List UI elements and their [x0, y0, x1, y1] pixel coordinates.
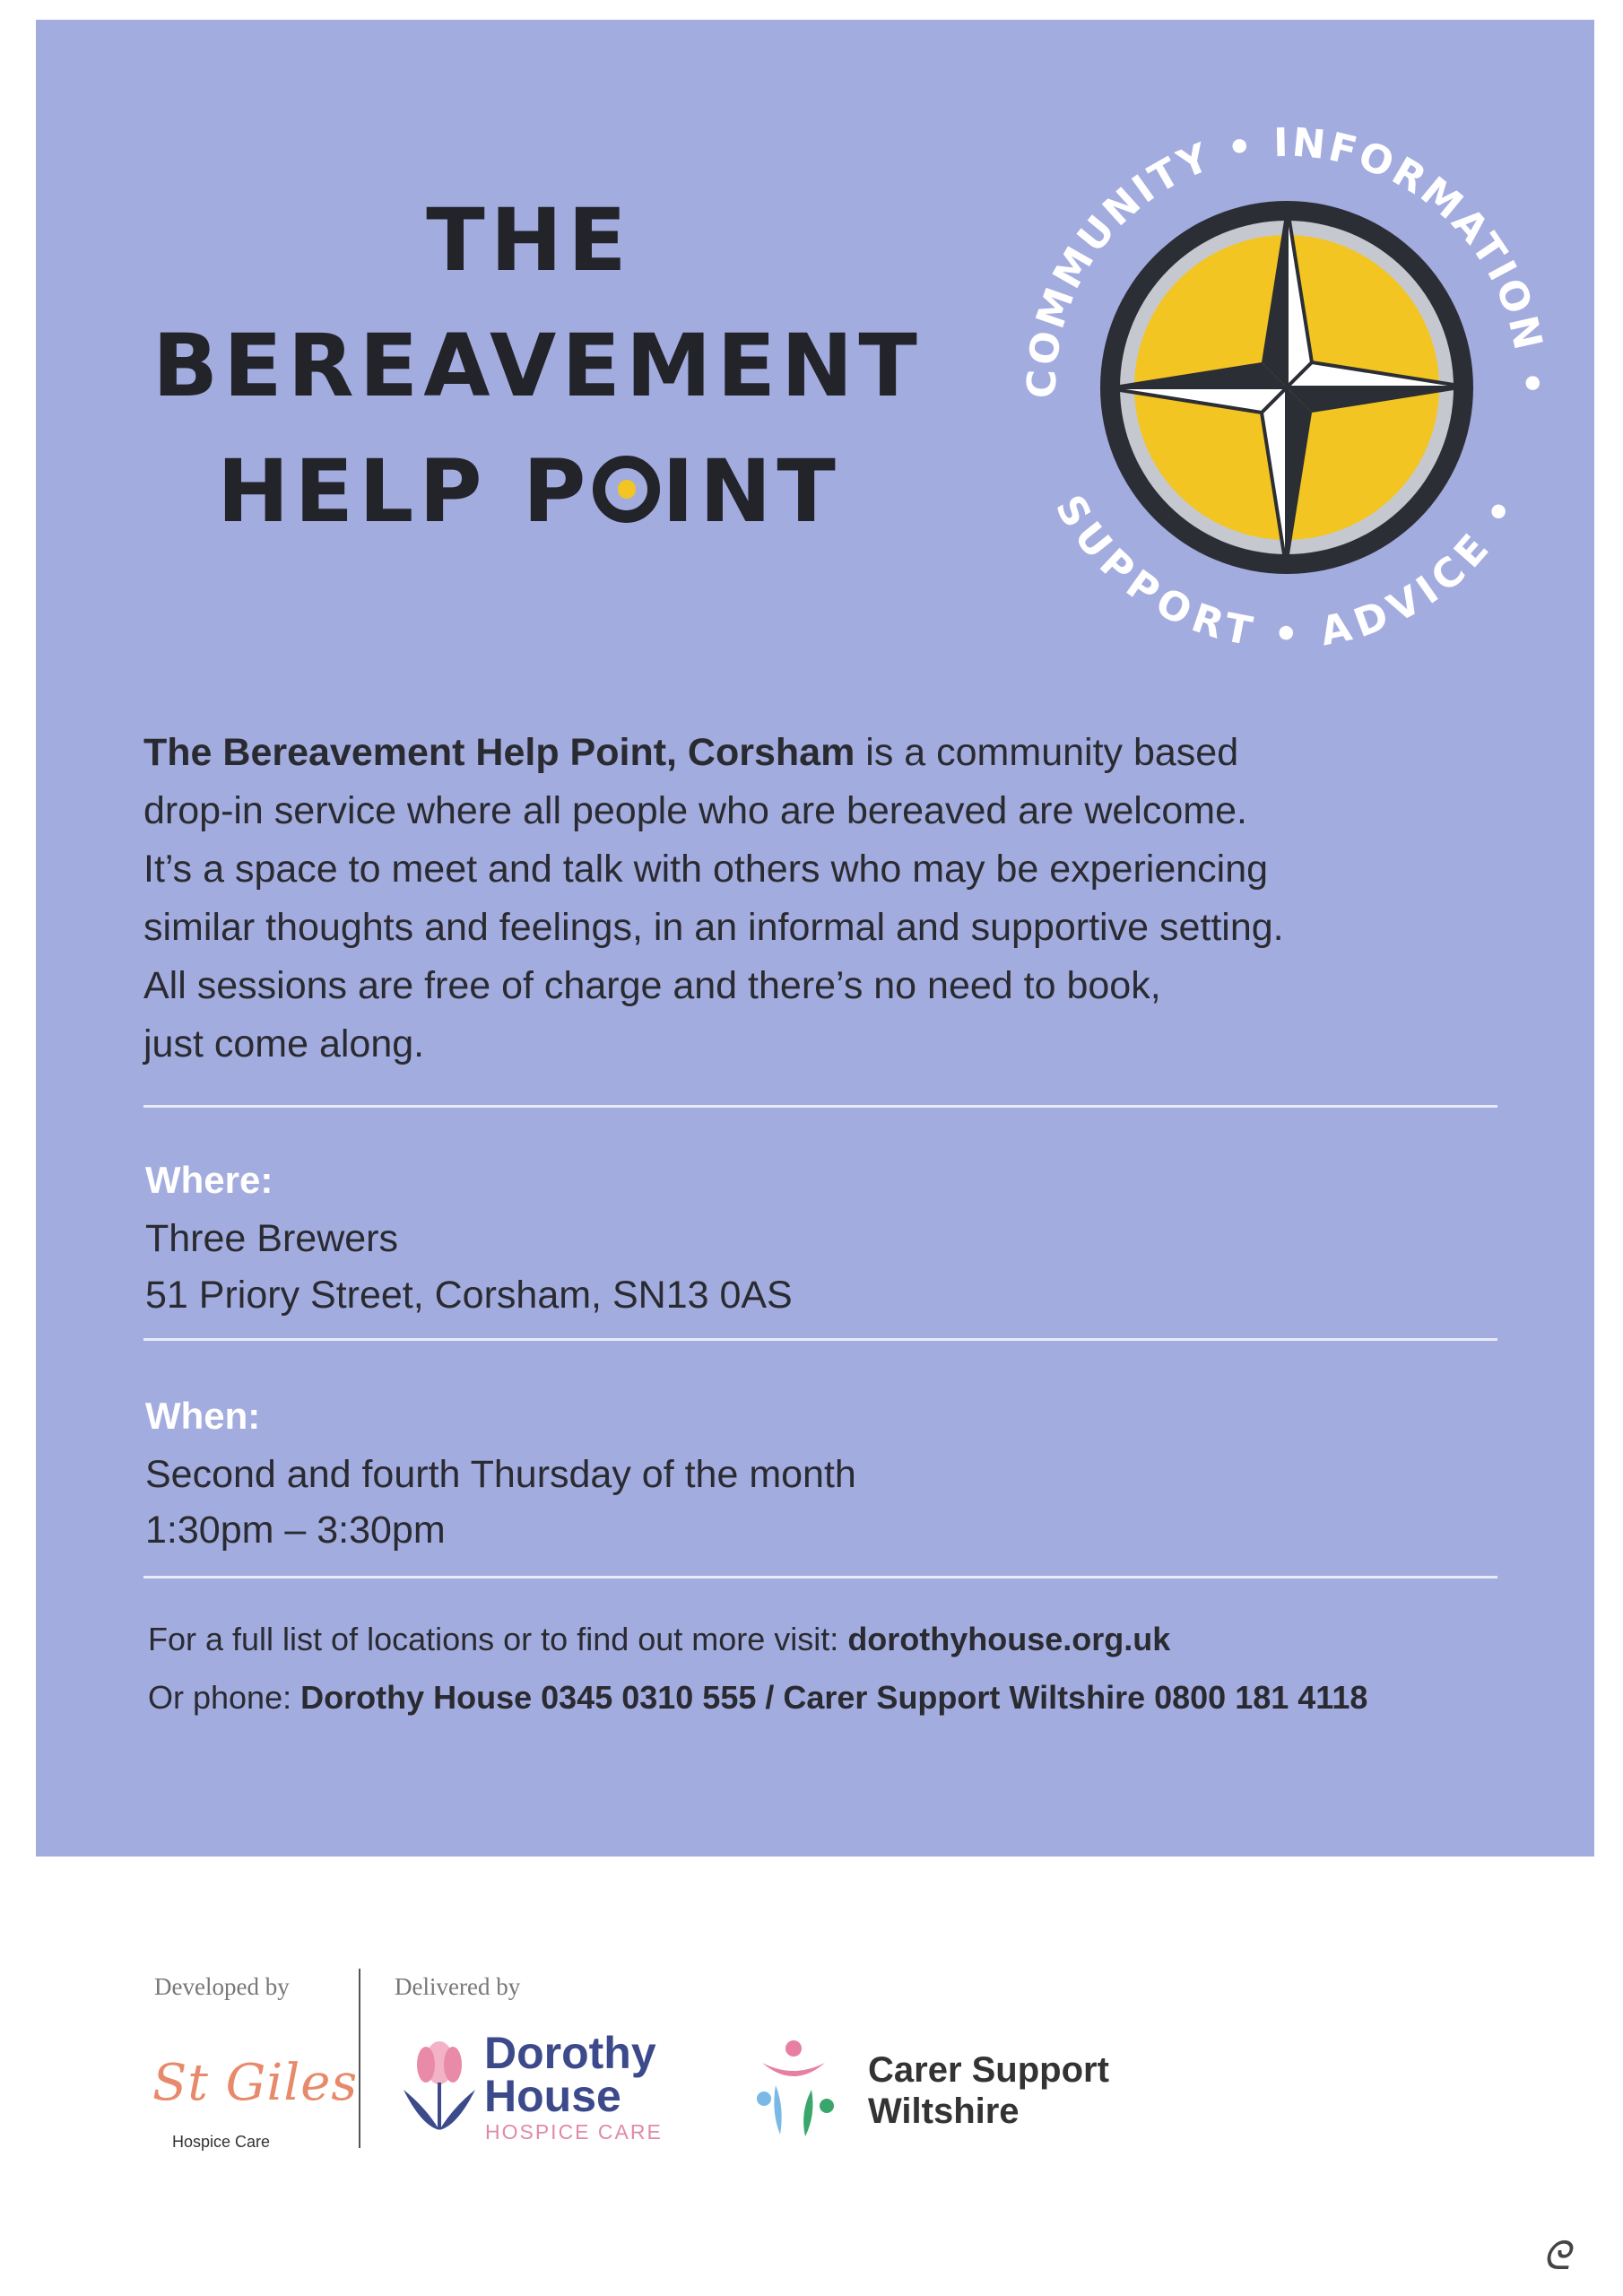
st-giles-subtitle: Hospice Care — [172, 2133, 271, 2151]
website-link[interactable]: dorothyhouse.org.uk — [847, 1621, 1171, 1657]
phone-numbers: Dorothy House 0345 0310 555 / Carer Support Wiltshire 0800 181 4118 — [300, 1679, 1368, 1716]
intro-line-2: drop-in service where all people who are bereaved are welcome. — [143, 789, 1247, 832]
footer-phone-prefix: Or phone: — [148, 1679, 301, 1716]
intro-line-6: just come along. — [143, 1022, 425, 1065]
title-line-3-start: HELP P — [217, 441, 592, 542]
delivered-by-caption: Delivered by — [395, 1973, 521, 2000]
badge-ring-text-bottom: SUPPORT • ADVICE • — [1046, 487, 1528, 657]
carer-support-figures-icon — [744, 2036, 843, 2144]
dorothy-house-tulip-icon — [399, 2036, 480, 2135]
partner-divider — [359, 1969, 360, 2148]
compass-badge-logo — [1018, 118, 1556, 657]
dorothy-house-name — [484, 2028, 656, 2121]
when-days: Second and fourth Thursday of the month — [145, 1453, 856, 1496]
st-giles-logo: St Giles — [152, 2054, 359, 2112]
where-address: 51 Priory Street, Corsham, SN13 0AS — [145, 1274, 793, 1317]
yellow-dot-o-icon — [593, 456, 660, 523]
footer-phone — [148, 1679, 1367, 1717]
intro-line-4: similar thoughts and feelings, in an informal and supportive setting. — [143, 906, 1284, 949]
developed-by-caption: Developed by — [154, 1973, 290, 2000]
where-venue: Three Brewers — [145, 1217, 398, 1260]
title-line-2: BEREAVEMENT — [152, 316, 923, 416]
intro-paragraph — [143, 724, 1506, 1074]
title-line-3 — [152, 441, 906, 542]
intro-line-3: It’s a space to meet and talk with others who may be experiencing — [143, 848, 1269, 891]
dorothy-house-subtitle: HOSPICE CARE — [485, 2120, 663, 2144]
when-label: When: — [145, 1395, 261, 1437]
when-time: 1:30pm – 3:30pm — [145, 1509, 446, 1552]
footer-visit — [148, 1621, 1170, 1658]
handwritten-mark: ᘓ — [1542, 2233, 1570, 2279]
divider-rule — [143, 1576, 1497, 1578]
carer-support-line-1: Carer Support — [868, 2050, 1109, 2090]
dorothy-house-line-2: House — [484, 2071, 621, 2121]
dorothy-house-line-1: Dorothy — [484, 2028, 656, 2078]
where-label: Where: — [145, 1159, 273, 1201]
title-line-3-end: INT — [662, 441, 841, 542]
footer-visit-prefix: For a full list of locations or to find out more visit: — [148, 1621, 848, 1657]
carer-support-line-2: Wiltshire — [868, 2092, 1020, 2131]
divider-rule — [143, 1105, 1497, 1108]
badge-ring-text-top: COMMUNITY • INFORMATION • — [1019, 119, 1555, 399]
intro-lead: The Bereavement Help Point, Corsham — [143, 731, 855, 774]
carer-support-name — [868, 2049, 1109, 2132]
intro-line-5: All sessions are free of charge and there’s no need to book, — [143, 964, 1161, 1007]
divider-rule — [143, 1338, 1497, 1341]
intro-line-1: is a community based — [855, 731, 1239, 774]
title-line-1: THE — [426, 190, 632, 291]
poster-panel — [36, 20, 1594, 1857]
